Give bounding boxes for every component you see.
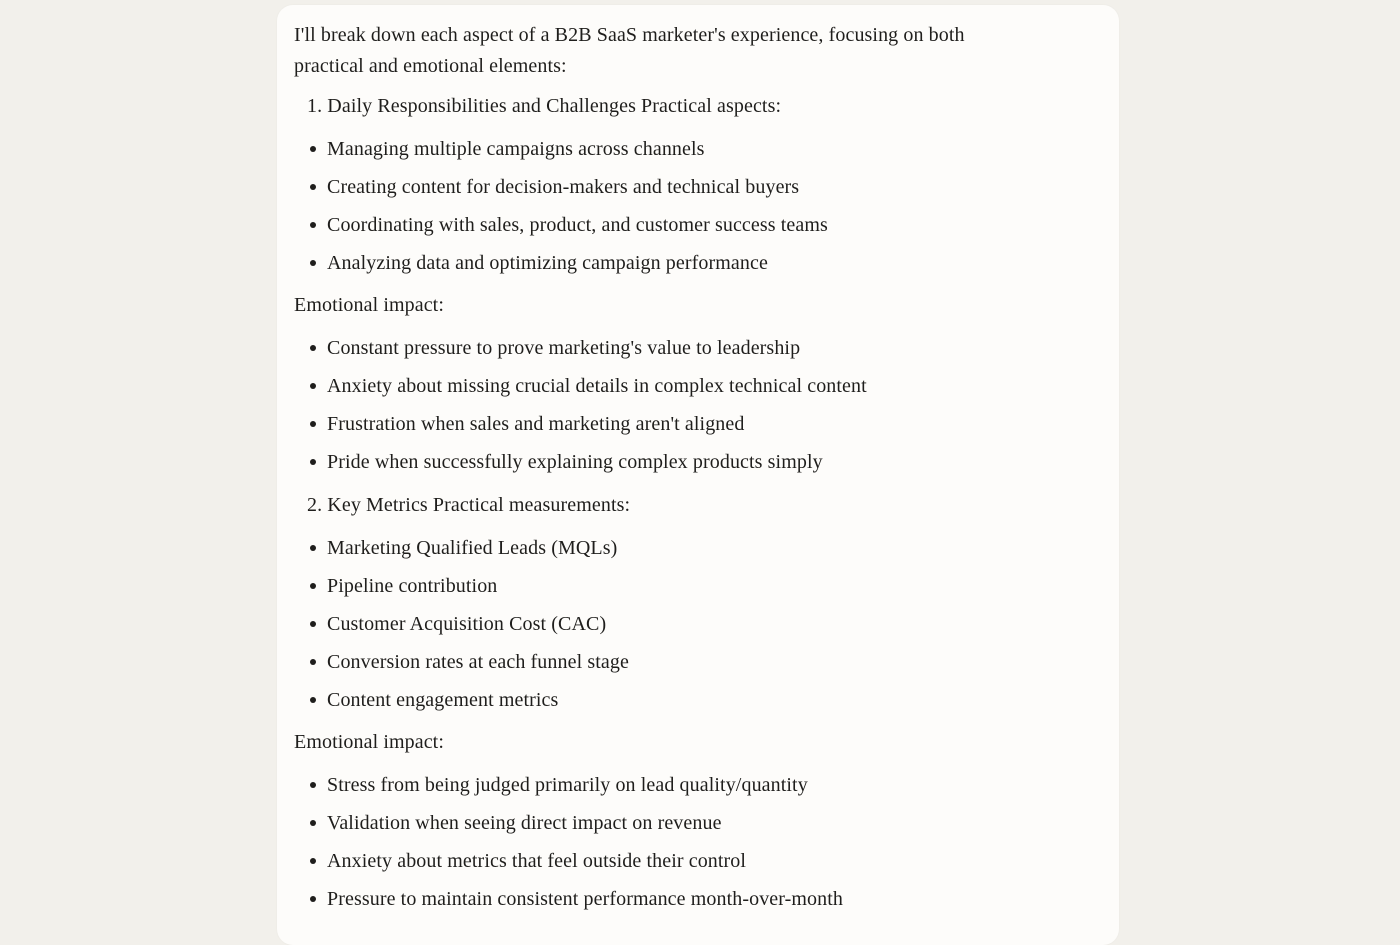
bullet-icon (310, 345, 316, 351)
list-item-text: Conversion rates at each funnel stage (327, 651, 629, 673)
list-item-text: Customer Acquisition Cost (CAC) (327, 613, 607, 635)
list-item (294, 130, 994, 168)
section-heading: 1. Daily Responsibilities and Challenges Practical aspects: (307, 95, 782, 117)
bullet-icon (310, 459, 316, 465)
bullet-icon (310, 697, 316, 703)
list-item (294, 880, 994, 918)
list-item-text: Validation when seeing direct impact on revenue (327, 812, 722, 834)
emotional-impact-label: Emotional impact: (294, 294, 445, 316)
practical-list (294, 130, 994, 282)
bullet-icon (310, 820, 316, 826)
bullet-icon (310, 583, 316, 589)
list-item-text: Pipeline contribution (327, 575, 498, 597)
bullet-icon (310, 858, 316, 864)
list-item (294, 443, 994, 481)
list-item (294, 605, 994, 643)
message-content (294, 20, 994, 926)
list-item-text: Creating content for decision-makers and technical buyers (327, 176, 800, 198)
intro-paragraph: I'll break down each aspect of a B2B SaaS marketer's experience, focusing on both practical and emotional elements: (294, 24, 965, 77)
list-item-text: Pride when successfully explaining complex products simply (327, 451, 823, 473)
assistant-message-card (277, 5, 1119, 945)
list-item (294, 405, 994, 443)
bullet-icon (310, 545, 316, 551)
list-item-text: Content engagement metrics (327, 689, 559, 711)
list-item-text: Analyzing data and optimizing campaign performance (327, 252, 768, 274)
list-item-text: Managing multiple campaigns across channels (327, 138, 705, 160)
section-heading: 2. Key Metrics Practical measurements: (307, 494, 631, 516)
list-item (294, 206, 994, 244)
emotional-impact-label: Emotional impact: (294, 731, 445, 753)
list-item-text: Stress from being judged primarily on lead quality/quantity (327, 774, 808, 796)
bullet-icon (310, 896, 316, 902)
bullet-icon (310, 222, 316, 228)
list-item (294, 842, 994, 880)
list-item (294, 766, 994, 804)
list-item-text: Marketing Qualified Leads (MQLs) (327, 537, 618, 559)
list-item (294, 168, 994, 206)
list-item-text: Frustration when sales and marketing aren't aligned (327, 413, 745, 435)
list-item (294, 681, 994, 719)
list-item (294, 329, 994, 367)
list-item (294, 367, 994, 405)
list-item-text: Anxiety about missing crucial details in complex technical content (327, 375, 867, 397)
bullet-icon (310, 146, 316, 152)
list-item-text: Anxiety about metrics that feel outside their control (327, 850, 747, 872)
list-item (294, 567, 994, 605)
list-item (294, 643, 994, 681)
list-item-text: Pressure to maintain consistent performance month-over-month (327, 888, 844, 910)
list-item (294, 804, 994, 842)
emotional-list (294, 766, 994, 918)
list-item (294, 529, 994, 567)
bullet-icon (310, 659, 316, 665)
practical-list (294, 529, 994, 719)
bullet-icon (310, 184, 316, 190)
list-item (294, 244, 994, 282)
list-item-text: Coordinating with sales, product, and customer success teams (327, 214, 828, 236)
bullet-icon (310, 260, 316, 266)
bullet-icon (310, 782, 316, 788)
bullet-icon (310, 621, 316, 627)
bullet-icon (310, 383, 316, 389)
list-item-text: Constant pressure to prove marketing's value to leadership (327, 337, 801, 359)
emotional-list (294, 329, 994, 481)
bullet-icon (310, 421, 316, 427)
